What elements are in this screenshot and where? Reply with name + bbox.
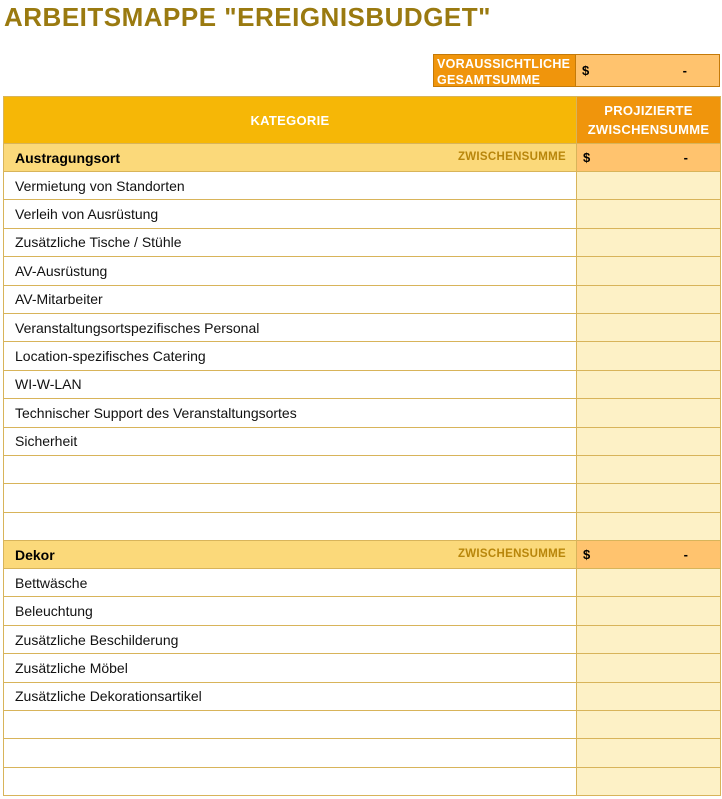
item-cell[interactable] [4,739,577,767]
header-projected: PROJIZIERTE ZWISCHENSUMME [577,97,721,144]
item-cell[interactable]: Zusätzliche Tische / Stühle [4,228,577,256]
projected-cell[interactable] [577,767,721,795]
item-cell[interactable]: Verleih von Ausrüstung [4,200,577,228]
projected-cell[interactable] [577,200,721,228]
subtotal-amount: - [683,150,688,165]
table-row [4,512,721,540]
projected-cell[interactable] [577,569,721,597]
table-row [4,484,721,512]
subtotal-currency: $ [583,150,591,165]
projected-cell[interactable] [577,228,721,256]
subtotal-label: ZWISCHENSUMME [457,151,566,163]
section-name: Dekor [15,546,55,563]
subtotal-cell[interactable] [577,144,721,172]
item-cell[interactable]: Beleuchtung [4,597,577,625]
item-cell[interactable]: Zusätzliche Möbel [4,654,577,682]
projected-cell[interactable] [577,427,721,455]
total-label: VORAUSSICHTLICHE GESAMTSUMME [433,54,576,87]
item-cell[interactable]: Veranstaltungsortspezifisches Personal [4,313,577,341]
projected-cell[interactable] [577,654,721,682]
table-row [4,767,721,795]
item-cell[interactable]: AV-Ausrüstung [4,257,577,285]
section-row [4,144,721,172]
subtotal-amount: - [683,547,688,563]
item-cell[interactable]: Vermietung von Standorten [4,172,577,200]
table-row [4,370,721,398]
subtotal-label: ZWISCHENSUMME [457,548,566,561]
item-cell[interactable]: AV-Mitarbeiter [4,285,577,313]
table-row [4,625,721,653]
section-cell[interactable] [4,144,577,172]
projected-cell[interactable] [577,370,721,398]
projected-cell[interactable] [577,711,721,739]
item-cell[interactable] [4,512,577,540]
table-row [4,739,721,767]
subtotal-currency: $ [583,547,591,563]
table-row [4,257,721,285]
projected-cell[interactable] [577,484,721,512]
projected-cell[interactable] [577,625,721,653]
total-value-cell[interactable] [576,54,720,87]
table-row [4,597,721,625]
item-cell[interactable]: WI-W-LAN [4,370,577,398]
projected-cell[interactable] [577,597,721,625]
section-row [4,541,721,569]
item-cell[interactable]: Bettwäsche [4,569,577,597]
table-row [4,569,721,597]
item-cell[interactable] [4,484,577,512]
projected-cell[interactable] [577,512,721,540]
table-row [4,711,721,739]
total-currency: $ [582,63,590,78]
item-cell[interactable]: Zusätzliche Dekorationsartikel [4,682,577,710]
item-cell[interactable] [4,767,577,795]
item-cell[interactable]: Sicherheit [4,427,577,455]
table-row [4,342,721,370]
table-row [4,455,721,483]
table-row [4,313,721,341]
header-row [4,97,721,144]
projected-cell[interactable] [577,342,721,370]
projected-cell[interactable] [577,399,721,427]
table-row [4,654,721,682]
subtotal-cell[interactable] [577,541,721,569]
item-cell[interactable] [4,711,577,739]
section-name: Austragungsort [15,149,120,166]
item-cell[interactable]: Technischer Support des Veranstaltungsortes [4,399,577,427]
page-title: ARBEITSMAPPE "EREIGNISBUDGET" [4,2,491,32]
total-amount: - [682,63,687,78]
table-row [4,427,721,455]
table-row [4,399,721,427]
table-row [4,285,721,313]
projected-cell[interactable] [577,285,721,313]
projected-cell[interactable] [577,257,721,285]
item-cell[interactable]: Zusätzliche Beschilderung [4,625,577,653]
table-row [4,228,721,256]
projected-cell[interactable] [577,313,721,341]
table-row [4,172,721,200]
projected-cell[interactable] [577,682,721,710]
item-cell[interactable] [4,455,577,483]
budget-table [3,96,721,796]
table-row [4,682,721,710]
table-row [4,200,721,228]
header-category: KATEGORIE [4,97,577,144]
section-cell[interactable] [4,541,577,569]
projected-cell[interactable] [577,172,721,200]
item-cell[interactable]: Location-spezifisches Catering [4,342,577,370]
projected-cell[interactable] [577,455,721,483]
projected-cell[interactable] [577,739,721,767]
